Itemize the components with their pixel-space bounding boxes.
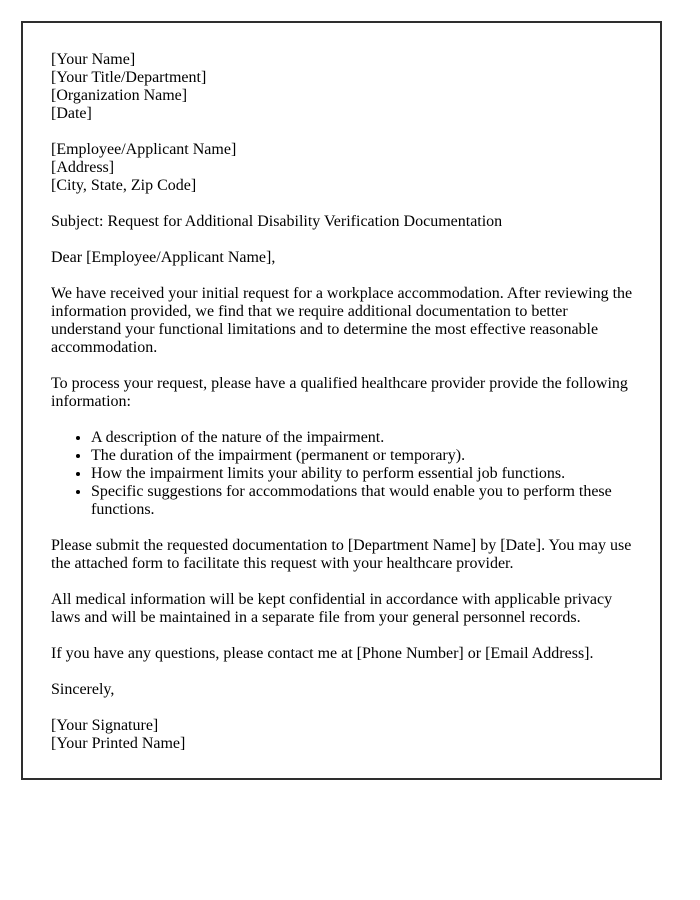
bullet-item-limits: • How the impairment limits your ability to perform essential job functions. <box>91 465 638 483</box>
bullet-item-duration: • The duration of the impairment (permanent or temporary). <box>91 447 638 465</box>
paragraph-submit: Please submit the requested documentation to [Department Name] by [Date]. You may use the attached form to facilitate this request with your healthcare provider. <box>51 537 632 572</box>
bullet-item-suggestions: • Specific suggestions for accommodations that would enable you to perform these functions. <box>91 483 638 519</box>
sender-name-line: [Your Name] <box>51 51 136 68</box>
salutation: Dear [Employee/Applicant Name], <box>51 249 276 266</box>
required-information-list <box>51 429 638 519</box>
signature-line: [Your Signature] <box>51 717 159 734</box>
paragraph-intro: We have received your initial request for a workplace accommodation. After reviewing the information provided, we find that we require additional documentation to better understand your functional limitations and to determine the most effective reasonable accommodation. <box>51 285 633 356</box>
paragraph-contact: If you have any questions, please contact me at [Phone Number] or [Email Address]. <box>51 645 594 662</box>
paragraph-confidentiality: All medical information will be kept confidential in accordance with applicable privacy laws and will be maintained in a separate file from your general personnel records. <box>51 591 613 626</box>
sender-organization-line: [Organization Name] <box>51 87 188 104</box>
printed-name-line: [Your Printed Name] <box>51 735 186 752</box>
sender-title-line: [Your Title/Department] <box>51 69 207 86</box>
bullet-item-nature: • A description of the nature of the impairment. <box>91 429 638 447</box>
signature-block <box>51 717 638 753</box>
paragraph-request: To process your request, please have a qualified healthcare provider provide the following information: <box>51 375 628 410</box>
recipient-name-line: [Employee/Applicant Name] <box>51 141 237 158</box>
subject-line: Subject: Request for Additional Disability Verification Documentation <box>51 213 503 230</box>
sender-date-line: [Date] <box>51 105 92 122</box>
sender-block <box>51 51 638 123</box>
letter-page <box>21 21 662 780</box>
recipient-city-state-zip-line: [City, State, Zip Code] <box>51 177 197 194</box>
recipient-block <box>51 141 638 195</box>
closing: Sincerely, <box>51 681 115 698</box>
recipient-address-line: [Address] <box>51 159 115 176</box>
